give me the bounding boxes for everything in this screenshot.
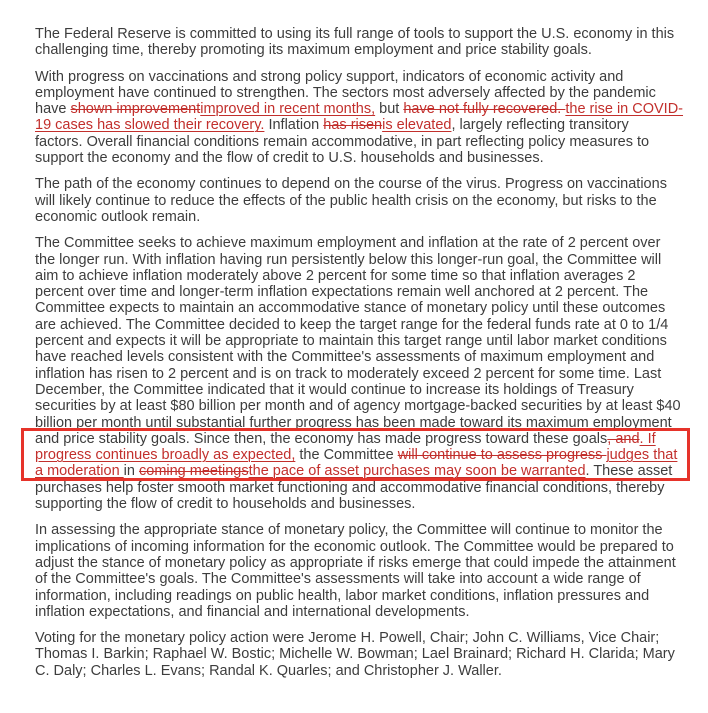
text-line xyxy=(35,630,708,646)
paragraph xyxy=(35,235,708,512)
text-run: employment have continued to strengthen. The sectors most adversely affected by the pandemic xyxy=(35,84,656,101)
text-run: adjust the stance of monetary policy as appropriate if risks emerge that could impede the attainment xyxy=(35,554,676,571)
text-line xyxy=(35,415,708,431)
text-run: implications of incoming information for the economic outlook. The Committee would be prepared to xyxy=(35,538,674,555)
text-line xyxy=(35,101,708,117)
text-line xyxy=(35,176,708,192)
paragraph xyxy=(35,176,708,225)
text-run: inflation has risen to 2 percent and is on track to moderately exceed 2 percent for some time. Last xyxy=(35,365,662,382)
text-line xyxy=(35,150,708,166)
text-run: C. Daly; Charles L. Evans; Randal K. Quarles; and Christopher J. Waller. xyxy=(35,662,502,679)
text-line xyxy=(35,588,708,604)
inserted-text: 19 cases has slowed their recovery. xyxy=(35,117,265,134)
text-line xyxy=(35,539,708,555)
text-run: challenging time, thereby promoting its maximum employment and price stability goals. xyxy=(35,42,592,59)
text-line xyxy=(35,382,708,398)
text-run: inflation expectations, and financial and international developments. xyxy=(35,603,470,620)
text-line xyxy=(35,447,708,463)
text-run: billion per month until substantial further progress has been made toward its maximum employment xyxy=(35,414,672,431)
text-run: will likely continue to reduce the effects of the public health crisis on the economy, but risks to the xyxy=(35,192,657,209)
paragraph xyxy=(35,69,708,167)
inserted-text: a moderation xyxy=(35,463,124,480)
deleted-text: shown improvement xyxy=(70,101,201,118)
text-run: . These asset xyxy=(585,463,673,480)
text-run: percent and expects it will be appropriate to maintain this target range until labor market conditions xyxy=(35,333,667,350)
text-line xyxy=(35,42,708,58)
text-run: but xyxy=(375,101,404,118)
text-run: and price stability goals. Since then, the economy has made progress toward these goals xyxy=(35,430,608,447)
paragraph xyxy=(35,630,708,679)
inserted-text: the pace of asset purchases may soon be warranted xyxy=(248,463,586,480)
text-line xyxy=(35,268,708,284)
text-line xyxy=(35,26,708,42)
text-line xyxy=(35,663,708,679)
deleted-text: will continue to assess progress xyxy=(397,447,607,464)
text-run: Voting for the monetary policy action were Jerome H. Powell, Chair; John C. Williams, Vice Chair; xyxy=(35,630,660,647)
text-run: support the economy and the flow of credit to U.S. households and businesses. xyxy=(35,150,544,167)
inserted-text: . If xyxy=(639,430,656,447)
text-line xyxy=(35,134,708,150)
inserted-text: improved in recent months, xyxy=(200,101,376,118)
text-line xyxy=(35,463,708,479)
text-run: Inflation xyxy=(264,117,324,134)
text-run: percent over time and longer-term inflation expectations remain well anchored at 2 percent. The xyxy=(35,284,649,301)
text-line xyxy=(35,85,708,101)
text-run: factors. Overall financial conditions remain accommodative, in part reflecting policy measures to xyxy=(35,133,650,150)
inserted-text: the rise in COVID- xyxy=(565,101,684,118)
text-run: In assessing the appropriate stance of monetary policy, the Committee will continue to monitor the xyxy=(35,522,663,539)
text-line xyxy=(35,604,708,620)
paragraph xyxy=(35,522,708,620)
deleted-text: , and xyxy=(607,430,640,447)
text-line xyxy=(35,555,708,571)
text-run: With progress on vaccinations and strong policy support, indicators of economic activity and xyxy=(35,68,624,85)
text-run: The Committee seeks to achieve maximum employment and inflation at the rate of 2 percent over xyxy=(35,235,661,252)
text-line xyxy=(35,193,708,209)
text-run: economic outlook remain. xyxy=(35,208,201,225)
text-run: securities by at least $80 billion per month and of agency mortgage-backed securities by at least $40 xyxy=(35,398,681,415)
text-line xyxy=(35,209,708,225)
text-line xyxy=(35,398,708,414)
deleted-text: has risen xyxy=(323,117,383,134)
text-run: are achieved. The Committee decided to keep the target range for the federal funds rate at 0 to 1/4 xyxy=(35,316,669,333)
text-line xyxy=(35,252,708,268)
text-run: of the Committee's goals. The Committee's assessments will take into account a wide range of xyxy=(35,571,641,588)
text-run: , largely reflecting transitory xyxy=(451,117,629,134)
text-line xyxy=(35,522,708,538)
text-run: Committee expects to maintain an accommodative stance of monetary policy until these outcomes xyxy=(35,300,666,317)
text-run: supporting the flow of credit to households and businesses. xyxy=(35,496,416,513)
text-line xyxy=(35,431,708,447)
paragraph xyxy=(35,26,708,59)
inserted-text: judges that xyxy=(606,447,678,464)
text-line xyxy=(35,333,708,349)
text-line xyxy=(35,69,708,85)
deleted-text: have not fully recovered. xyxy=(403,101,566,118)
text-line xyxy=(35,496,708,512)
text-run: Thomas I. Barkin; Raphael W. Bostic; Michelle W. Bowman; Lael Brainard; Richard H. Clarida; Mary xyxy=(35,646,675,663)
text-run: The Federal Reserve is committed to using its full range of tools to support the U.S. economy in this xyxy=(35,26,675,42)
text-run: purchases help foster smooth market functioning and accommodative financial conditions, thereby xyxy=(35,479,665,496)
text-line xyxy=(35,235,708,251)
text-run: have reached levels consistent with the Committee's assessments of maximum employment and xyxy=(35,349,655,366)
text-run: aim to achieve inflation moderately above 2 percent for some time so that inflation averages 2 xyxy=(35,267,636,284)
text-run: The path of the economy continues to depend on the course of the virus. Progress on vaccinations xyxy=(35,176,667,193)
text-line xyxy=(35,480,708,496)
text-run: have xyxy=(35,101,71,118)
inserted-text: is elevated xyxy=(382,117,452,134)
text-line xyxy=(35,349,708,365)
text-run: the longer run. With inflation having run persistently below this longer-run goal, the Committee will xyxy=(35,251,662,268)
text-line xyxy=(35,284,708,300)
text-line xyxy=(35,366,708,382)
text-line xyxy=(35,646,708,662)
inserted-text: progress continues broadly as expected, xyxy=(35,447,296,464)
deleted-text: coming meetings xyxy=(139,463,249,480)
text-run: December, the Committee indicated that it would continue to increase its holdings of Treasury xyxy=(35,381,634,398)
text-run: information, including readings on public health, labor market conditions, inflation pressures and xyxy=(35,587,650,604)
text-line xyxy=(35,117,708,133)
text-run: in xyxy=(123,463,139,480)
text-line xyxy=(35,317,708,333)
text-line xyxy=(35,571,708,587)
text-line xyxy=(35,300,708,316)
text-run: the Committee xyxy=(295,447,398,464)
